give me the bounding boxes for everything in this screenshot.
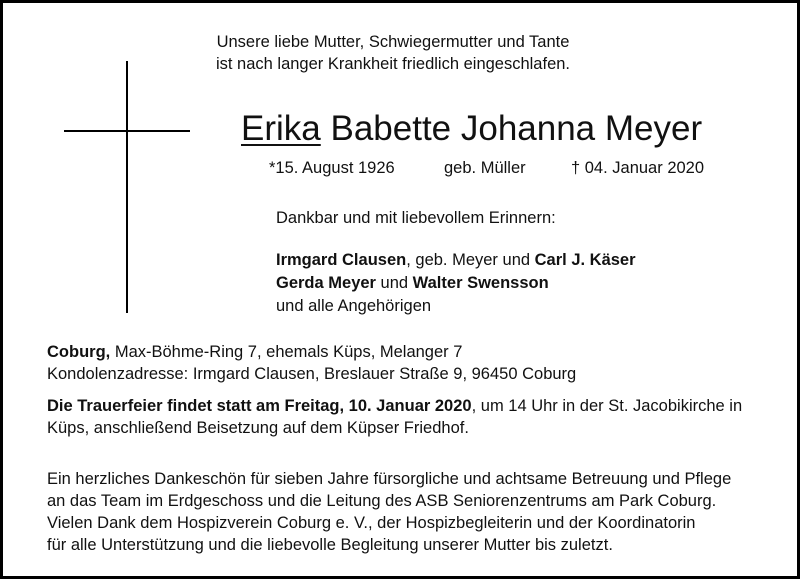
mourner-connector: , geb. Meyer und <box>406 251 535 269</box>
condolence-address: Kondolenzadresse: Irmgard Clausen, Breslauer Straße 9, 96450 Coburg <box>47 365 577 383</box>
cross-vertical-bar <box>126 61 128 313</box>
death-date: † 04. Januar 2020 <box>571 159 705 177</box>
maiden-name: geb. Müller <box>444 159 526 177</box>
intro-text <box>153 31 633 75</box>
mourners-intro: Dankbar und mit liebevollem Erinnern: <box>276 209 556 227</box>
intro-line-2: ist nach langer Krankheit friedlich eingeschlafen. <box>215 55 571 73</box>
cross-horizontal-bar <box>64 130 190 132</box>
intro-line-1: Unsere liebe Mutter, Schwiegermutter und Tante <box>216 33 570 51</box>
mourners-list <box>276 249 636 318</box>
address-block <box>47 341 777 385</box>
service-time-place: , um 14 Uhr in der St. Jacobikirche in <box>471 397 743 415</box>
gratitude-line-2: an das Team im Erdgeschoss und die Leitung des ASB Seniorenzentrums am Park Coburg. <box>47 492 717 510</box>
middle-last-name: Babette Johanna Meyer <box>320 109 703 148</box>
birth-date: *15. August 1926 <box>269 159 395 177</box>
gratitude-line-4: für alle Unterstützung und die liebevolle Begleitung unserer Mutter bis zuletzt. <box>47 536 613 554</box>
deceased-name <box>241 107 702 151</box>
mourners-line-2 <box>276 272 636 295</box>
mourner-name: Walter Swensson <box>412 274 549 292</box>
funeral-service-block <box>47 395 777 439</box>
first-name: Erika <box>241 109 321 148</box>
address-street: Max-Böhme-Ring 7, ehemals Küps, Melanger 7 <box>110 343 463 361</box>
service-date: Die Trauerfeier findet statt am Freitag, 10. Januar 2020 <box>47 397 472 415</box>
mourner-name: Gerda Meyer <box>276 274 376 292</box>
service-line-1 <box>47 395 777 417</box>
gratitude-line-3: Vielen Dank dem Hospizverein Coburg e. V., der Hospizbegleiterin und der Koordinatorin <box>47 514 696 532</box>
mourners-line-3: und alle Angehörigen <box>276 297 432 315</box>
mourner-name: Carl J. Käser <box>534 251 636 269</box>
mourner-name: Irmgard Clausen <box>276 251 407 269</box>
address-city: Coburg, <box>47 343 111 361</box>
mourner-connector: und <box>375 274 413 292</box>
gratitude-block <box>47 468 777 556</box>
mourners-line-1 <box>276 249 636 272</box>
gratitude-line-1: Ein herzliches Dankeschön für sieben Jahre fürsorgliche und achtsame Betreuung und Pflege <box>47 470 732 488</box>
address-line <box>47 341 777 363</box>
service-line-2: Küps, anschließend Beisetzung auf dem Küpser Friedhof. <box>47 419 469 437</box>
